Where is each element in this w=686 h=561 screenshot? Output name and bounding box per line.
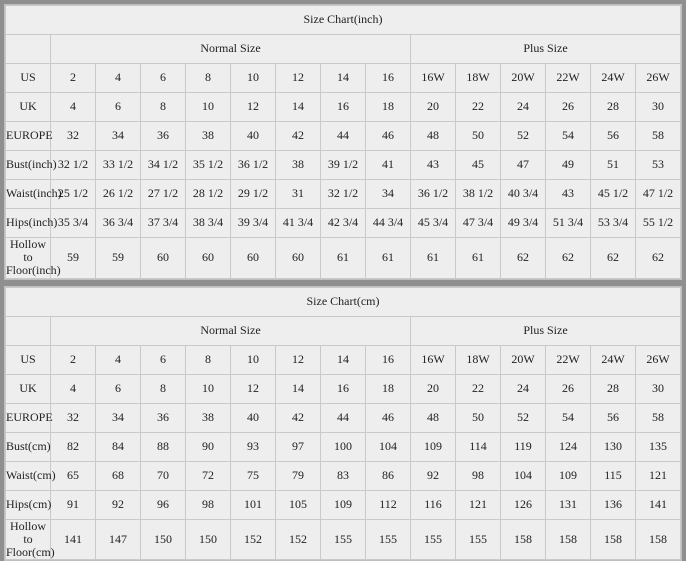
table-row bbox=[6, 461, 681, 490]
cell: 36 bbox=[141, 122, 186, 151]
row-label-europe: EUROPE bbox=[6, 122, 51, 151]
table-row bbox=[6, 122, 681, 151]
size-chart-cm bbox=[4, 286, 682, 561]
cell: 26W bbox=[636, 345, 681, 374]
cell: 98 bbox=[186, 490, 231, 519]
cell: 16 bbox=[321, 93, 366, 122]
cell: 119 bbox=[501, 432, 546, 461]
cell: 34 bbox=[96, 403, 141, 432]
cell: 40 3/4 bbox=[501, 180, 546, 209]
group-header-normal: Normal Size bbox=[51, 316, 411, 345]
table-row bbox=[6, 519, 681, 560]
cell: 4 bbox=[51, 374, 96, 403]
cell: 45 3/4 bbox=[411, 209, 456, 238]
cell: 65 bbox=[51, 461, 96, 490]
cell: 75 bbox=[231, 461, 276, 490]
cell: 36 bbox=[141, 403, 186, 432]
cell: 24W bbox=[591, 64, 636, 93]
cell: 100 bbox=[321, 432, 366, 461]
table-row bbox=[6, 209, 681, 238]
cell: 38 bbox=[186, 122, 231, 151]
row-label-hips: Hips(cm) bbox=[6, 490, 51, 519]
cell: 44 bbox=[321, 122, 366, 151]
cell: 40 bbox=[231, 403, 276, 432]
cell: 126 bbox=[501, 490, 546, 519]
group-header-row bbox=[6, 35, 681, 64]
cell: 30 bbox=[636, 374, 681, 403]
size-chart-inch bbox=[4, 4, 682, 280]
cell: 47 3/4 bbox=[456, 209, 501, 238]
cell: 34 bbox=[96, 122, 141, 151]
cell: 62 bbox=[591, 238, 636, 279]
cell: 101 bbox=[231, 490, 276, 519]
table-row bbox=[6, 345, 681, 374]
cell: 8 bbox=[186, 64, 231, 93]
cell: 112 bbox=[366, 490, 411, 519]
cell: 35 3/4 bbox=[51, 209, 96, 238]
cell: 59 bbox=[51, 238, 96, 279]
cell: 31 bbox=[276, 180, 321, 209]
cell: 50 bbox=[456, 403, 501, 432]
cell: 115 bbox=[591, 461, 636, 490]
cell: 41 bbox=[366, 151, 411, 180]
cell: 10 bbox=[186, 93, 231, 122]
cell: 93 bbox=[231, 432, 276, 461]
cell: 6 bbox=[96, 93, 141, 122]
cell: 25 1/2 bbox=[51, 180, 96, 209]
cell: 56 bbox=[591, 403, 636, 432]
row-label-hollow-to-floor: Hollow to Floor(cm) bbox=[6, 518, 55, 559]
cell: 4 bbox=[96, 345, 141, 374]
cell: 45 1/2 bbox=[591, 180, 636, 209]
cell: 97 bbox=[276, 432, 321, 461]
cell: 158 bbox=[636, 519, 681, 560]
cell: 55 1/2 bbox=[636, 209, 681, 238]
cell: 38 3/4 bbox=[186, 209, 231, 238]
cell: 34 bbox=[366, 180, 411, 209]
cell: 8 bbox=[141, 374, 186, 403]
chart-title-row bbox=[6, 6, 681, 35]
cell: 44 bbox=[321, 403, 366, 432]
cell: 14 bbox=[321, 345, 366, 374]
cell: 24 bbox=[501, 93, 546, 122]
cell: 34 1/2 bbox=[141, 151, 186, 180]
cell: 20W bbox=[501, 345, 546, 374]
cell: 91 bbox=[51, 490, 96, 519]
cell: 136 bbox=[591, 490, 636, 519]
cell: 26 1/2 bbox=[96, 180, 141, 209]
cell: 49 bbox=[546, 151, 591, 180]
cell: 124 bbox=[546, 432, 591, 461]
table-row bbox=[6, 403, 681, 432]
row-label-europe: EUROPE bbox=[6, 403, 51, 432]
cell: 6 bbox=[96, 374, 141, 403]
cell: 135 bbox=[636, 432, 681, 461]
cell: 42 3/4 bbox=[321, 209, 366, 238]
cell: 28 bbox=[591, 374, 636, 403]
cell: 22 bbox=[456, 374, 501, 403]
chart-title-row bbox=[6, 287, 681, 316]
cell: 51 3/4 bbox=[546, 209, 591, 238]
cell: 86 bbox=[366, 461, 411, 490]
cell: 88 bbox=[141, 432, 186, 461]
cell: 49 3/4 bbox=[501, 209, 546, 238]
cell: 38 1/2 bbox=[456, 180, 501, 209]
cell: 155 bbox=[411, 519, 456, 560]
cell: 83 bbox=[321, 461, 366, 490]
cell: 98 bbox=[456, 461, 501, 490]
cell: 48 bbox=[411, 122, 456, 151]
size-chart-cm-table bbox=[5, 287, 681, 561]
cell: 39 1/2 bbox=[321, 151, 366, 180]
cell: 47 1/2 bbox=[636, 180, 681, 209]
cell: 12 bbox=[231, 93, 276, 122]
group-header-row bbox=[6, 316, 681, 345]
cell: 10 bbox=[231, 345, 276, 374]
cell: 152 bbox=[276, 519, 321, 560]
cell: 28 bbox=[591, 93, 636, 122]
cell: 60 bbox=[276, 238, 321, 279]
cell: 32 1/2 bbox=[321, 180, 366, 209]
cell: 150 bbox=[141, 519, 186, 560]
cell: 62 bbox=[546, 238, 591, 279]
corner-blank-cell bbox=[6, 35, 51, 64]
cell: 10 bbox=[186, 374, 231, 403]
cell: 4 bbox=[96, 64, 141, 93]
cell: 62 bbox=[501, 238, 546, 279]
cell: 39 3/4 bbox=[231, 209, 276, 238]
cell: 58 bbox=[636, 403, 681, 432]
cell: 24W bbox=[591, 345, 636, 374]
row-label-us: US bbox=[6, 345, 51, 374]
cell: 38 bbox=[276, 151, 321, 180]
cell: 28 1/2 bbox=[186, 180, 231, 209]
cell: 52 bbox=[501, 122, 546, 151]
cell: 38 bbox=[186, 403, 231, 432]
cell: 41 3/4 bbox=[276, 209, 321, 238]
cell: 14 bbox=[276, 374, 321, 403]
cell: 155 bbox=[321, 519, 366, 560]
cell: 12 bbox=[276, 345, 321, 374]
cell: 104 bbox=[501, 461, 546, 490]
table-row bbox=[6, 432, 681, 461]
cell: 26 bbox=[546, 93, 591, 122]
table-row bbox=[6, 93, 681, 122]
cell: 2 bbox=[51, 64, 96, 93]
cell: 8 bbox=[186, 345, 231, 374]
cell: 53 bbox=[636, 151, 681, 180]
cell: 96 bbox=[141, 490, 186, 519]
table-row bbox=[6, 64, 681, 93]
cell: 104 bbox=[366, 432, 411, 461]
cell: 109 bbox=[411, 432, 456, 461]
cell: 130 bbox=[591, 432, 636, 461]
cell: 54 bbox=[546, 403, 591, 432]
group-header-plus: Plus Size bbox=[411, 35, 681, 64]
cell: 2 bbox=[51, 345, 96, 374]
row-label-bust: Bust(inch) bbox=[6, 151, 51, 180]
cell: 12 bbox=[231, 374, 276, 403]
cell: 35 1/2 bbox=[186, 151, 231, 180]
cell: 61 bbox=[321, 238, 366, 279]
cell: 90 bbox=[186, 432, 231, 461]
cell: 131 bbox=[546, 490, 591, 519]
cell: 62 bbox=[636, 238, 681, 279]
table-row bbox=[6, 374, 681, 403]
cell: 50 bbox=[456, 122, 501, 151]
group-header-plus: Plus Size bbox=[411, 316, 681, 345]
cell: 36 1/2 bbox=[411, 180, 456, 209]
row-label-hollow-to-floor: Hollow to Floor(inch) bbox=[6, 237, 61, 278]
cell: 105 bbox=[276, 490, 321, 519]
cell: 22W bbox=[546, 64, 591, 93]
cell: 82 bbox=[51, 432, 96, 461]
row-label-uk: UK bbox=[6, 93, 51, 122]
cell: 16 bbox=[366, 345, 411, 374]
cell: 42 bbox=[276, 403, 321, 432]
cell: 32 bbox=[51, 122, 96, 151]
cell: 32 1/2 bbox=[51, 151, 96, 180]
cell: 47 bbox=[501, 151, 546, 180]
cell: 141 bbox=[636, 490, 681, 519]
cell: 20W bbox=[501, 64, 546, 93]
cell: 27 1/2 bbox=[141, 180, 186, 209]
cell: 114 bbox=[456, 432, 501, 461]
cell: 20 bbox=[411, 93, 456, 122]
cell: 147 bbox=[96, 519, 141, 560]
cell: 92 bbox=[411, 461, 456, 490]
cell: 158 bbox=[591, 519, 636, 560]
cell: 16W bbox=[411, 345, 456, 374]
chart-title: Size Chart(cm) bbox=[6, 287, 681, 316]
cell: 16 bbox=[366, 64, 411, 93]
size-chart-inch-table bbox=[5, 5, 681, 279]
cell: 116 bbox=[411, 490, 456, 519]
cell: 10 bbox=[231, 64, 276, 93]
cell: 70 bbox=[141, 461, 186, 490]
cell: 155 bbox=[366, 519, 411, 560]
cell: 26 bbox=[546, 374, 591, 403]
cell: 30 bbox=[636, 93, 681, 122]
cell: 60 bbox=[141, 238, 186, 279]
cell: 24 bbox=[501, 374, 546, 403]
cell: 92 bbox=[96, 490, 141, 519]
table-row bbox=[6, 490, 681, 519]
cell: 109 bbox=[546, 461, 591, 490]
cell: 61 bbox=[366, 238, 411, 279]
row-label-hips: Hips(inch) bbox=[6, 209, 51, 238]
cell: 18 bbox=[366, 374, 411, 403]
cell: 84 bbox=[96, 432, 141, 461]
cell: 121 bbox=[456, 490, 501, 519]
table-row bbox=[6, 151, 681, 180]
cell: 20 bbox=[411, 374, 456, 403]
cell: 33 1/2 bbox=[96, 151, 141, 180]
cell: 43 bbox=[411, 151, 456, 180]
cell: 158 bbox=[546, 519, 591, 560]
cell: 18W bbox=[456, 64, 501, 93]
cell: 56 bbox=[591, 122, 636, 151]
cell: 60 bbox=[231, 238, 276, 279]
cell: 152 bbox=[231, 519, 276, 560]
row-label-uk: UK bbox=[6, 374, 51, 403]
cell: 46 bbox=[366, 122, 411, 151]
cell: 16W bbox=[411, 64, 456, 93]
cell: 44 3/4 bbox=[366, 209, 411, 238]
cell: 16 bbox=[321, 374, 366, 403]
cell: 51 bbox=[591, 151, 636, 180]
cell: 43 bbox=[546, 180, 591, 209]
row-label-waist: Waist(cm) bbox=[6, 461, 51, 490]
cell: 42 bbox=[276, 122, 321, 151]
cell: 37 3/4 bbox=[141, 209, 186, 238]
cell: 32 bbox=[51, 403, 96, 432]
cell: 52 bbox=[501, 403, 546, 432]
cell: 54 bbox=[546, 122, 591, 151]
cell: 48 bbox=[411, 403, 456, 432]
cell: 22 bbox=[456, 93, 501, 122]
cell: 155 bbox=[456, 519, 501, 560]
cell: 18 bbox=[366, 93, 411, 122]
cell: 4 bbox=[51, 93, 96, 122]
corner-blank-cell bbox=[6, 316, 51, 345]
group-header-normal: Normal Size bbox=[51, 35, 411, 64]
row-label-bust: Bust(cm) bbox=[6, 432, 51, 461]
cell: 18W bbox=[456, 345, 501, 374]
cell: 45 bbox=[456, 151, 501, 180]
cell: 8 bbox=[141, 93, 186, 122]
cell: 121 bbox=[636, 461, 681, 490]
cell: 6 bbox=[141, 64, 186, 93]
cell: 14 bbox=[321, 64, 366, 93]
cell: 26W bbox=[636, 64, 681, 93]
row-label-waist: Waist(inch) bbox=[6, 180, 51, 209]
cell: 60 bbox=[186, 238, 231, 279]
row-label-us: US bbox=[6, 64, 51, 93]
cell: 29 1/2 bbox=[231, 180, 276, 209]
cell: 53 3/4 bbox=[591, 209, 636, 238]
chart-title: Size Chart(inch) bbox=[6, 6, 681, 35]
cell: 14 bbox=[276, 93, 321, 122]
cell: 58 bbox=[636, 122, 681, 151]
cell: 141 bbox=[51, 519, 96, 560]
cell: 12 bbox=[276, 64, 321, 93]
cell: 36 3/4 bbox=[96, 209, 141, 238]
cell: 158 bbox=[501, 519, 546, 560]
table-row bbox=[6, 180, 681, 209]
cell: 79 bbox=[276, 461, 321, 490]
cell: 61 bbox=[456, 238, 501, 279]
cell: 59 bbox=[96, 238, 141, 279]
cell: 6 bbox=[141, 345, 186, 374]
cell: 61 bbox=[411, 238, 456, 279]
cell: 46 bbox=[366, 403, 411, 432]
table-row bbox=[6, 238, 681, 279]
cell: 109 bbox=[321, 490, 366, 519]
cell: 36 1/2 bbox=[231, 151, 276, 180]
cell: 150 bbox=[186, 519, 231, 560]
cell: 22W bbox=[546, 345, 591, 374]
cell: 40 bbox=[231, 122, 276, 151]
cell: 68 bbox=[96, 461, 141, 490]
cell: 72 bbox=[186, 461, 231, 490]
